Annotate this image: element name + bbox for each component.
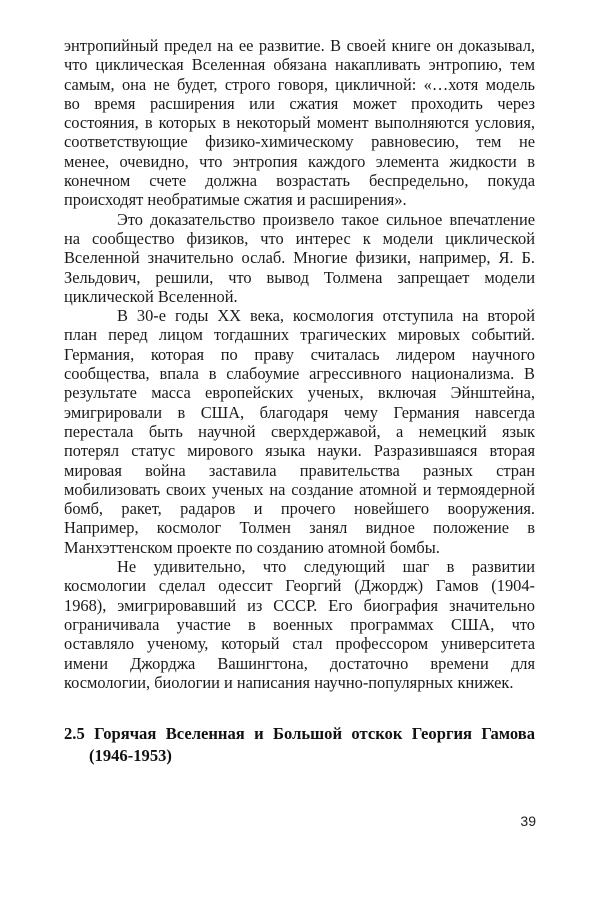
- page-number: 39: [520, 813, 536, 829]
- text-line: Германия, которая по праву считалась лидером научного: [64, 344, 535, 364]
- text-line: перестала быть научной сверхдержавой, а немецкий язык: [64, 421, 535, 441]
- text-line: бомб, ракет, радаров и прочего новейшего вооружения.: [64, 499, 535, 519]
- text-line: самым, она не будет, строго говоря, цикличной: «…хотя модель: [64, 74, 535, 94]
- text-line: Манхэттенском проекте по созданию атомной бомбы.: [64, 537, 440, 557]
- text-line: Например, космолог Толмен занял видное положение в: [64, 518, 535, 538]
- paragraph-first-line: В 30-е годы XX века, космология отступила на второй: [117, 306, 535, 326]
- text-line: менее, очевидно, что энтропия каждого элемента жидкости в: [64, 151, 535, 171]
- text-line: Вселенной значительно ослаб. Многие физики, например, Я. Б.: [64, 248, 535, 268]
- text-line: состояния, в которых в некоторый момент выполняются условия,: [64, 113, 535, 133]
- text-line: соответствующие физико-химическому равновесию, тем не: [64, 132, 535, 152]
- text-line: космологии сделал одессит Георгий (Джордж) Гамов (1904-: [64, 576, 535, 596]
- text-line: план перед лицом тогдашних трагических мировых событий.: [64, 325, 535, 345]
- text-line: энтропийный предел на ее развитие. В своей книге он доказывал,: [64, 36, 535, 55]
- text-line: во время расширения или сжатия может проходить через: [64, 93, 535, 113]
- text-line: ограничивала участие в военных программах США, что: [64, 614, 535, 634]
- text-line: 1968), эмигрировавший из СССР. Его биография значительно: [64, 595, 535, 615]
- paragraph-first-line: Это доказательство произвело такое сильное впечатление: [117, 209, 535, 229]
- text-line: Зельдович, решили, что вывод Толмена запрещает модели: [64, 267, 535, 287]
- text-line: имени Джорджа Вашингтона, достаточно времени для: [64, 653, 535, 673]
- text-line: мобилизовать своих ученых на создание атомной и термоядерной: [64, 479, 535, 499]
- text-line: потерял статус мирового языка науки. Разразившаяся вторая: [64, 441, 535, 461]
- paragraph-first-line: Не удивительно, что следующий шаг в развитии: [117, 557, 535, 577]
- section-heading-years: (1946-1953): [89, 746, 172, 765]
- text-line: мировая война заставила правительства разных стран: [64, 460, 535, 480]
- text-line: результате масса европейских ученых, включая Эйнштейна,: [64, 383, 535, 403]
- text-line: сообщества, впала в слабоумие агрессивного национализма. В: [64, 364, 535, 384]
- text-line: происходят необратимые сжатия и расширения».: [64, 190, 407, 210]
- text-line: на сообщество физиков, что интерес к модели циклической: [64, 228, 535, 248]
- text-line: эмигрировали в США, благодаря чему Германия навсегда: [64, 402, 535, 422]
- text-line: что циклическая Вселенная обязана накапливать энтропию, тем: [64, 55, 535, 75]
- text-line: космологии, биологии и написания научно-популярных книжек.: [64, 672, 514, 692]
- text-line: оставляло ученому, который стал профессором университета: [64, 634, 535, 654]
- text-line: конечном счете должна возрастать беспредельно, покуда: [64, 171, 535, 191]
- section-heading-title: 2.5 Горячая Вселенная и Большой отскок Георгия Гамова: [64, 724, 535, 743]
- section-heading: [64, 723, 535, 767]
- body-text: [64, 36, 535, 692]
- text-line: циклической Вселенной.: [64, 286, 238, 306]
